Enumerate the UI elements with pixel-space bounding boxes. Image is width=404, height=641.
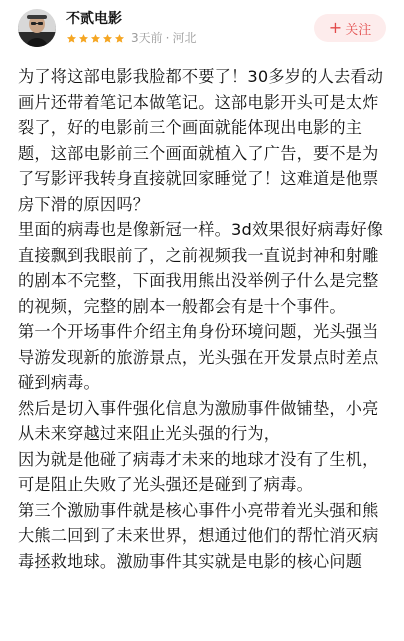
- plus-icon: +: [328, 17, 343, 37]
- star-icon: [90, 33, 101, 44]
- review-paragraph: 第一个开场事件介绍主角身份环境问题，光头强当导游发现新的旅游景点，光头强在开发景点时差点碰到病毒。: [18, 322, 379, 392]
- post-header: [18, 0, 386, 54]
- author-name[interactable]: 不贰电影: [66, 11, 122, 27]
- review-paragraph: 然后是切入事件强化信息为激励事件做铺垫，小亮从未来穿越过来阻止光头强的行为，: [18, 398, 379, 443]
- avatar[interactable]: [18, 9, 56, 47]
- author-meta: [66, 11, 314, 45]
- star-icon: [114, 33, 125, 44]
- review-paragraph: 因为就是他碰了病毒才未来的地球才没有了生机，可是阻止失败了光头强还是碰到了病毒。: [18, 449, 379, 494]
- review-body: [18, 64, 386, 574]
- rating-stars: [66, 33, 125, 44]
- star-icon: [66, 33, 77, 44]
- review-paragraph: 第三个激励事件就是核心事件小亮带着光头强和熊大熊二回到了未来世界，想通过他们的帮忙消灭病毒拯救地球。激励事件其实就是电影的核心问题: [18, 500, 379, 571]
- review-paragraph: 为了将这部电影我脸都不要了！30多岁的人去看动画片还带着笔记本做笔记。这部电影开头可是太炸裂了，好的电影前三个画面就能体现出电影的主题，这部电影前三个画面就植入了广告，要不是为了写影评我转身直接就回家睡觉了！这难道是他票房下滑的原因吗？: [18, 67, 384, 214]
- review-paragraph: 里面的病毒也是像新冠一样。3d效果很好病毒好像直接飘到我眼前了，之前视频我一直说封神和射雕的剧本不完整，下面我用熊出没举例子什么是完整的视频，完整的剧本一般都会有是十个事件。: [18, 220, 384, 316]
- post-subline: [66, 31, 314, 45]
- follow-label: 关注: [345, 22, 372, 38]
- follow-button[interactable]: [314, 14, 386, 42]
- post-time: 3天前: [131, 31, 163, 45]
- avatar-image-icon: [18, 9, 56, 47]
- star-icon: [102, 33, 113, 44]
- meta-separator: ·: [165, 31, 170, 45]
- star-icon: [78, 33, 89, 44]
- post-location: 河北: [172, 31, 197, 45]
